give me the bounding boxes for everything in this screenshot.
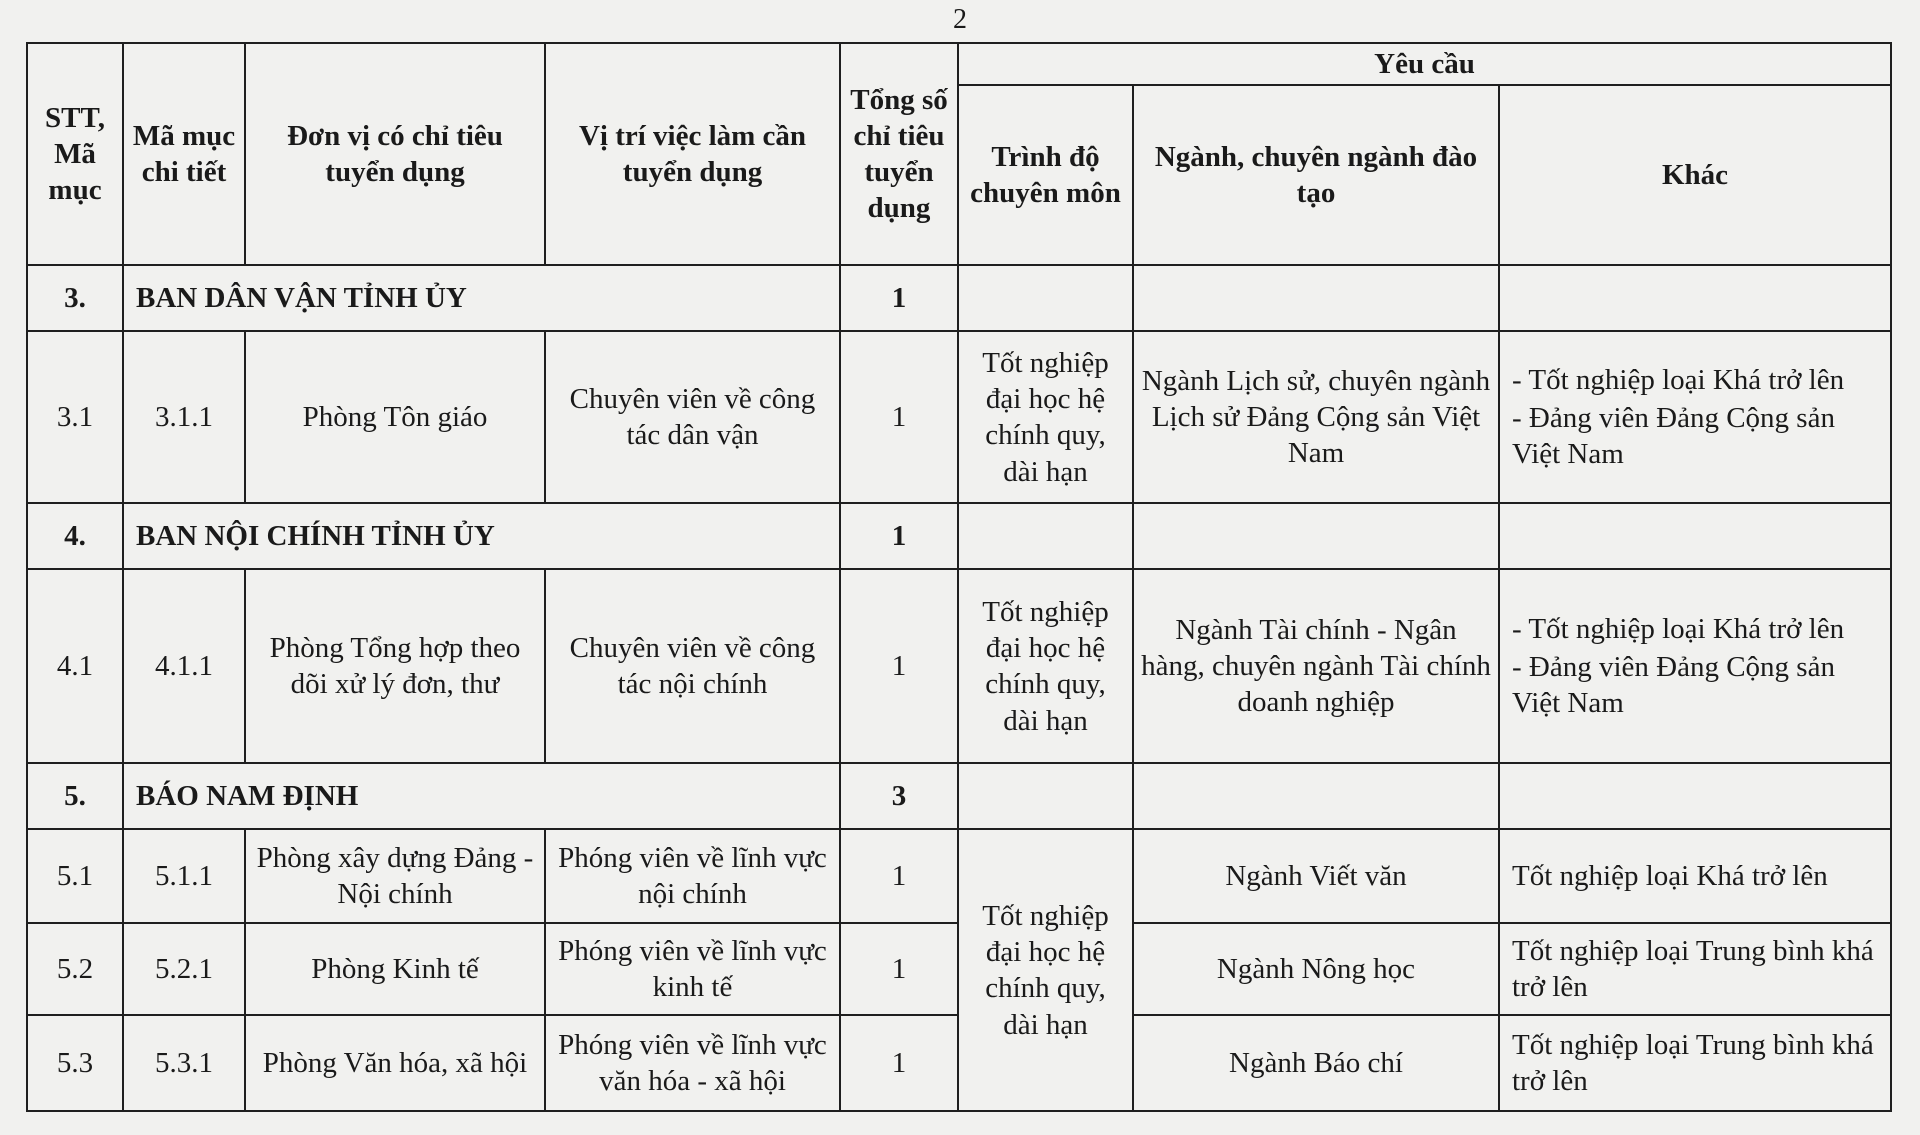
row-vi-tri: Phóng viên về lĩnh vực nội chính	[545, 829, 840, 923]
row-ma: 5.3.1	[123, 1015, 245, 1111]
row-ma: 5.1.1	[123, 829, 245, 923]
row-nganh: Ngành Nông học	[1133, 923, 1499, 1015]
row-khac	[1499, 829, 1891, 923]
page-number: 2	[953, 4, 967, 35]
section-stt: 5.	[27, 763, 123, 829]
section-stt: 3.	[27, 265, 123, 331]
header-don-vi: Đơn vị có chỉ tiêu tuyển dụng	[245, 43, 545, 265]
row-ma: 4.1.1	[123, 569, 245, 763]
row-nganh: Ngành Lịch sử, chuyên ngành Lịch sử Đảng Cộng sản Việt Nam	[1133, 331, 1499, 503]
header-trinh-do: Trình độ chuyên môn	[958, 85, 1133, 265]
row-khac	[1499, 331, 1891, 503]
row-don-vi: Phòng Tổng hợp theo dõi xử lý đơn, thư	[245, 569, 545, 763]
row-vi-tri: Chuyên viên về công tác nội chính	[545, 569, 840, 763]
section-row	[27, 763, 1891, 829]
row-stt: 4.1	[27, 569, 123, 763]
header-yeu-cau: Yêu cầu	[958, 43, 1891, 85]
row-stt: 3.1	[27, 331, 123, 503]
row-trinh-do: Tốt nghiệp đại học hệ chính quy, dài hạn	[958, 569, 1133, 763]
section-total: 1	[840, 503, 958, 569]
row-vi-tri: Phóng viên về lĩnh vực văn hóa - xã hội	[545, 1015, 840, 1111]
recruitment-table	[26, 42, 1892, 1112]
khac-line: Tốt nghiệp loại Trung bình khá trở lên	[1512, 935, 1874, 1004]
header-nganh: Ngành, chuyên ngành đào tạo	[1133, 85, 1499, 265]
section-total: 1	[840, 265, 958, 331]
header-stt: STT, Mã mục	[27, 43, 123, 265]
table-row	[27, 829, 1891, 923]
section-name: BAN NỘI CHÍNH TỈNH ỦY	[123, 503, 840, 569]
khac-line: - Tốt nghiệp loại Khá trở lên	[1512, 363, 1845, 396]
khac-line: - Tốt nghiệp loại Khá trở lên	[1512, 612, 1845, 645]
section-row	[27, 265, 1891, 331]
row-khac	[1499, 569, 1891, 763]
row-nganh: Ngành Tài chính - Ngân hàng, chuyên ngành Tài chính doanh nghiệp	[1133, 569, 1499, 763]
row-khac	[1499, 1015, 1891, 1111]
row-tong: 1	[840, 569, 958, 763]
row-don-vi: Phòng Tôn giáo	[245, 331, 545, 503]
section-row	[27, 503, 1891, 569]
row-ma: 3.1.1	[123, 331, 245, 503]
khac-line: - Đảng viên Đảng Cộng sản Việt Nam	[1512, 402, 1835, 471]
row-trinh-do: Tốt nghiệp đại học hệ chính quy, dài hạn	[958, 829, 1133, 1111]
row-ma: 5.2.1	[123, 923, 245, 1015]
section-name: BAN DÂN VẬN TỈNH ỦY	[123, 265, 840, 331]
row-tong: 1	[840, 1015, 958, 1111]
khac-line: Tốt nghiệp loại Trung bình khá trở lên	[1512, 1029, 1874, 1098]
row-stt: 5.1	[27, 829, 123, 923]
section-total: 3	[840, 763, 958, 829]
row-khac	[1499, 923, 1891, 1015]
row-trinh-do: Tốt nghiệp đại học hệ chính quy, dài hạn	[958, 331, 1133, 503]
row-stt: 5.2	[27, 923, 123, 1015]
row-tong: 1	[840, 331, 958, 503]
row-nganh: Ngành Viết văn	[1133, 829, 1499, 923]
section-stt: 4.	[27, 503, 123, 569]
row-don-vi: Phòng xây dựng Đảng - Nội chính	[245, 829, 545, 923]
header-khac: Khác	[1499, 85, 1891, 265]
row-don-vi: Phòng Kinh tế	[245, 923, 545, 1015]
row-vi-tri: Phóng viên về lĩnh vực kinh tế	[545, 923, 840, 1015]
khac-line: - Đảng viên Đảng Cộng sản Việt Nam	[1512, 651, 1835, 720]
header-tong-so: Tổng số chỉ tiêu tuyển dụng	[840, 43, 958, 265]
table-row	[27, 569, 1891, 763]
row-nganh: Ngành Báo chí	[1133, 1015, 1499, 1111]
table-row	[27, 331, 1891, 503]
row-stt: 5.3	[27, 1015, 123, 1111]
row-don-vi: Phòng Văn hóa, xã hội	[245, 1015, 545, 1111]
header-vi-tri: Vị trí việc làm cần tuyển dụng	[545, 43, 840, 265]
header-ma-muc-chi-tiet: Mã mục chi tiết	[123, 43, 245, 265]
row-tong: 1	[840, 829, 958, 923]
khac-line: Tốt nghiệp loại Khá trở lên	[1512, 860, 1828, 893]
section-name: BÁO NAM ĐỊNH	[123, 763, 840, 829]
row-vi-tri: Chuyên viên về công tác dân vận	[545, 331, 840, 503]
row-tong: 1	[840, 923, 958, 1015]
